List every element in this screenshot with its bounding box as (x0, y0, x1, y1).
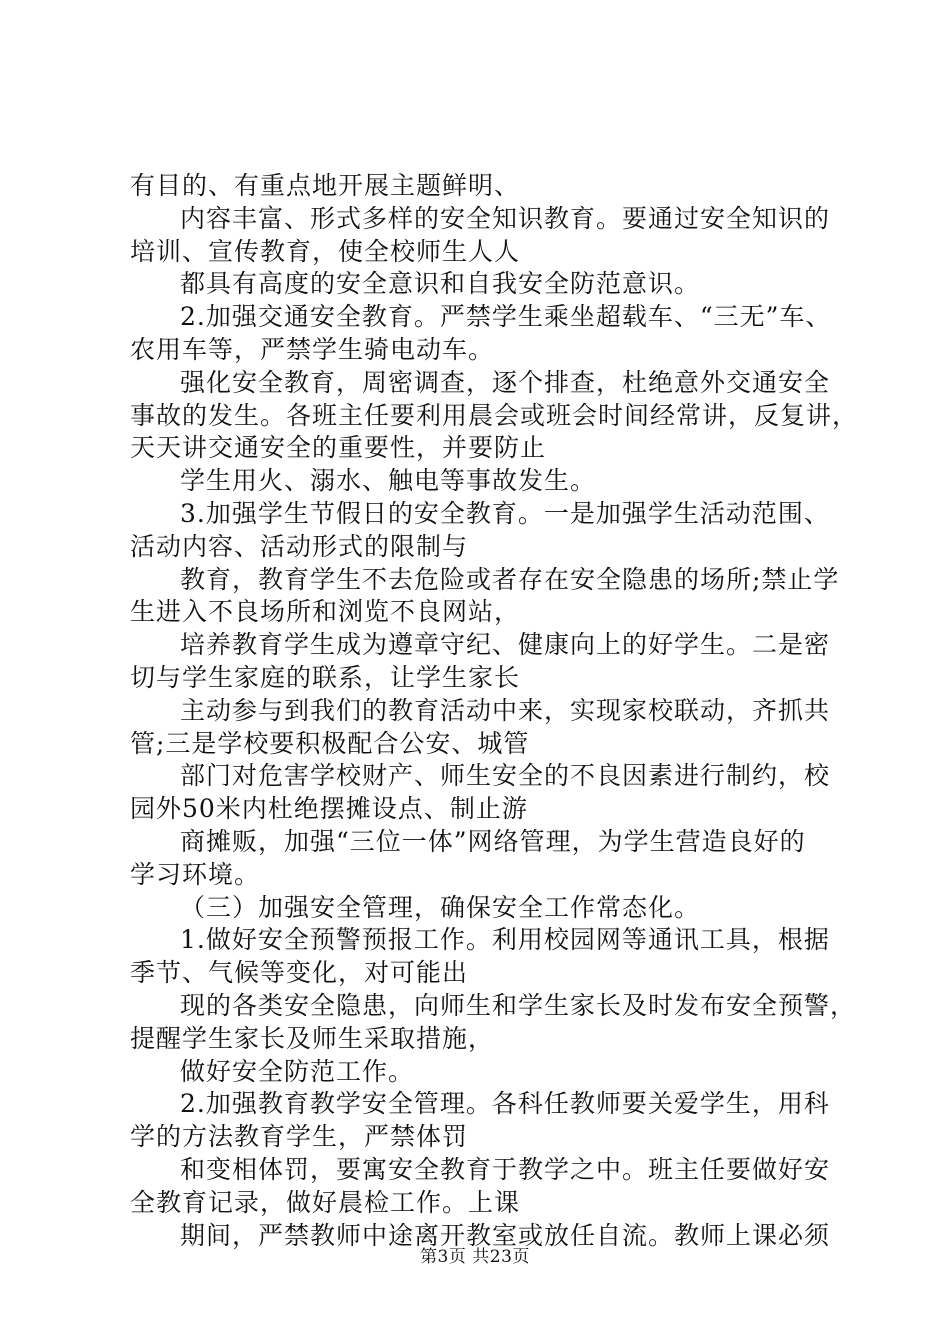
text-line: 季节、气候等变化，对可能出 (130, 958, 469, 988)
text-line: 现的各类安全隐患，向师生和学生家长及时发布安全预警， (180, 990, 857, 1020)
text-line: 园外50米内杜绝摆摊设点、制止游 (130, 794, 528, 824)
text-line: 1.做好安全预警预报工作。利用校园网等通讯工具，根据 (180, 925, 830, 955)
text-line: （三）加强安全管理，确保安全工作常态化。 (180, 892, 701, 922)
text-line: 和变相体罚，要寓安全教育于教学之中。班主任要做好安 (180, 1154, 831, 1184)
text-line: 农用车等，严禁学生骑电动车。 (130, 334, 495, 364)
text-line: 主动参与到我们的教育活动中来，实现家校联动，齐抓共 (180, 695, 831, 725)
text-line: 学生用火、溺水、触电等事故发生。 (180, 466, 597, 496)
page-number-footer: 第3页 共23页 (420, 1247, 530, 1267)
text-line: 事故的发生。各班主任要利用晨会或班会时间经常讲，反复讲， (130, 400, 859, 430)
text-line: 生进入不良场所和浏览不良网站， (130, 597, 521, 627)
text-line: 培养教育学生成为遵章守纪、健康向上的好学生。二是密 (180, 630, 831, 660)
text-line: 2.加强交通安全教育。严禁学生乘坐超载车、“三无”车、 (180, 302, 832, 332)
text-line: 教育，教育学生不去危险或者存在安全隐患的场所;禁止学 (180, 564, 840, 594)
text-line: 部门对危害学校财产、师生安全的不良因素进行制约，校 (180, 761, 831, 791)
text-line: 管;三是学校要积极配合公安、城管 (130, 728, 530, 758)
text-line: 强化安全教育，周密调查，逐个排查，杜绝意外交通安全 (180, 367, 831, 397)
text-line: 2.加强教育教学安全管理。各科任教师要关爱学生，用科 (180, 1089, 830, 1119)
text-line: 商摊贩，加强“三位一体”网络管理，为学生营造良好的 (180, 826, 806, 856)
text-line: 学的方法教育学生，严禁体罚 (130, 1122, 469, 1152)
text-line: 学习环境。 (130, 859, 261, 889)
text-line: 培训、宣传教育，使全校师生人人 (130, 236, 521, 266)
body-text (130, 170, 859, 1252)
text-line: 3.加强学生节假日的安全教育。一是加强学生活动范围、 (180, 498, 830, 528)
text-line: 提醒学生家长及师生采取措施， (130, 1023, 495, 1053)
text-line: 做好安全防范工作。 (180, 1056, 415, 1086)
text-line: 全教育记录，做好晨检工作。上课 (130, 1187, 521, 1217)
text-line: 内容丰富、形式多样的安全知识教育。要通过安全知识的 (180, 203, 831, 233)
text-line: 都具有高度的安全意识和自我安全防范意识。 (180, 269, 701, 299)
text-line: 切与学生家庭的联系，让学生家长 (130, 662, 521, 692)
text-line: 天天讲交通安全的重要性，并要防止 (130, 433, 547, 463)
text-line: 期间，严禁教师中途离开教室或放任自流。教师上课必须 (180, 1220, 831, 1250)
text-line: 活动内容、活动形式的限制与 (130, 531, 469, 561)
text-line: 有目的、有重点地开展主题鲜明、 (130, 171, 521, 200)
